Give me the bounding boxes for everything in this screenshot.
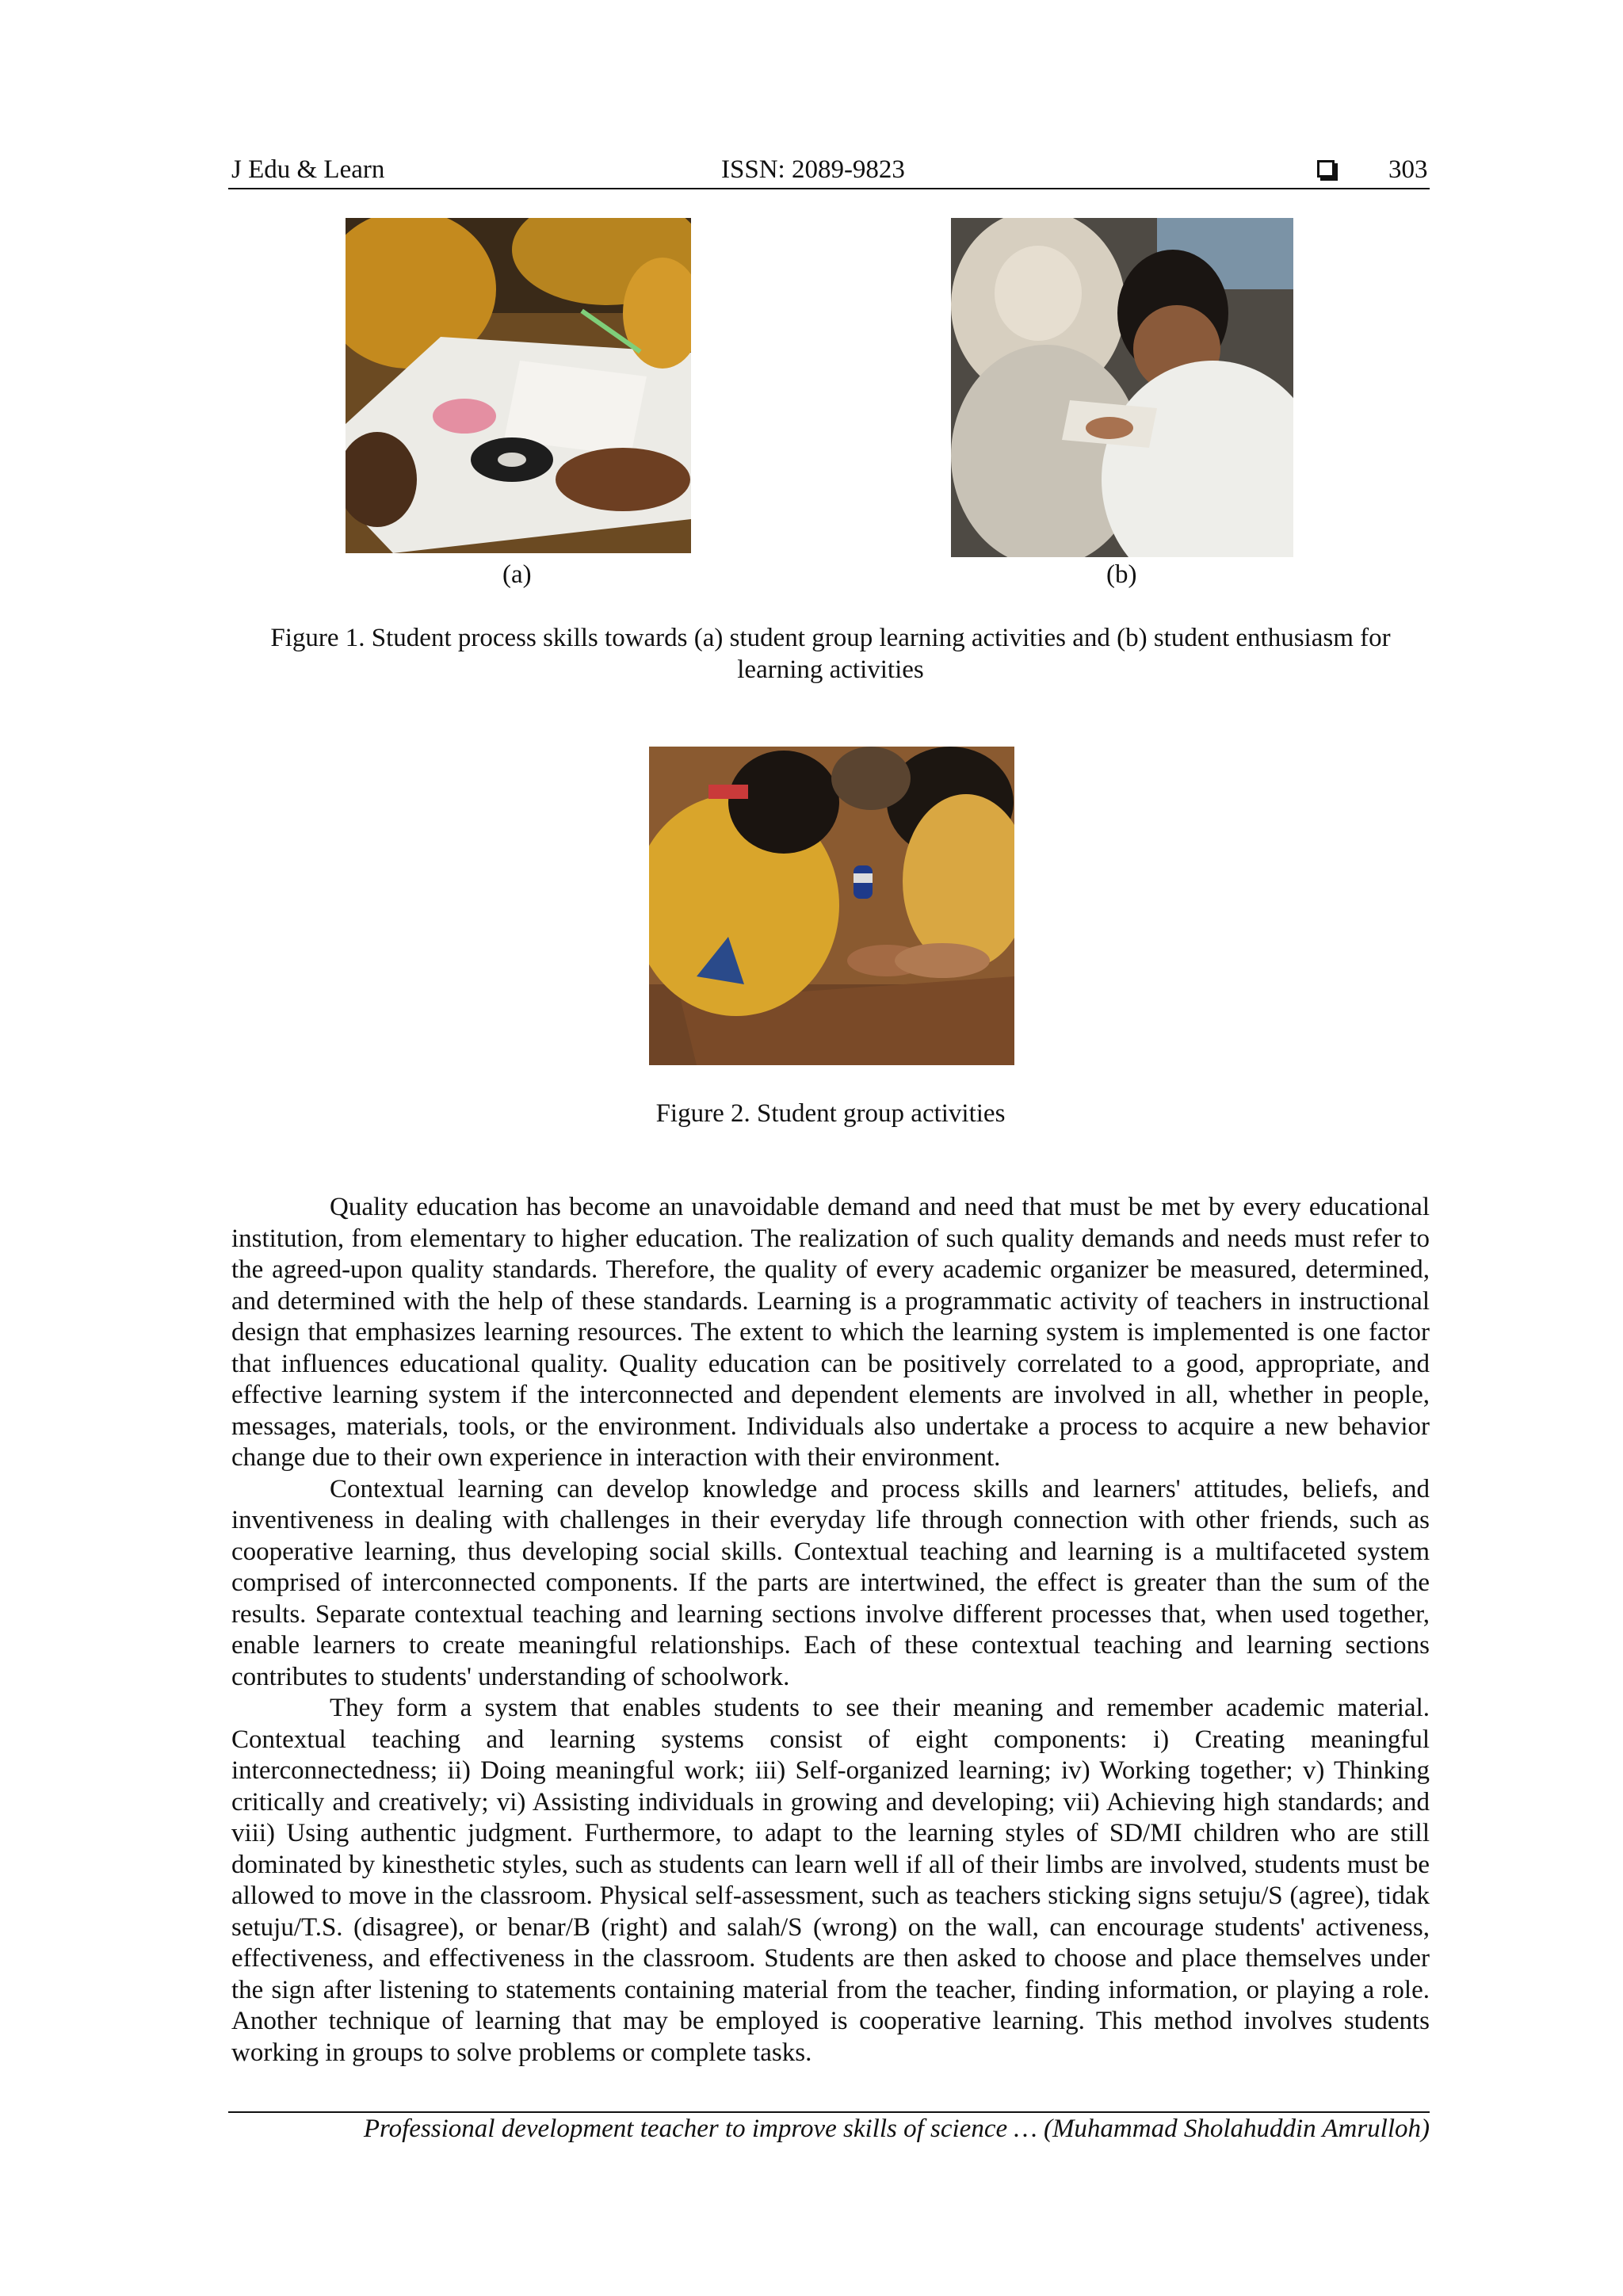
running-title: Professional development teacher to improve skills of science … (Muhammad Sholahuddin Amrulloh) — [363, 2115, 1430, 2143]
footer-rule — [228, 2111, 1430, 2113]
figure1a-label: (a) — [502, 560, 532, 589]
body-text — [231, 1192, 1430, 2069]
header-rule — [228, 188, 1430, 189]
figure1-caption: Figure 1. Student process skills towards (a) student group learning activities and (b) student enthusiasm for learning activities — [270, 624, 1391, 684]
journal-name: J Edu & Learn — [231, 155, 385, 184]
figure1a-photo — [346, 218, 691, 553]
figure1b-photo — [951, 218, 1293, 557]
figure1b-label: (b) — [1106, 560, 1137, 589]
issn: ISSN: 2089-9823 — [721, 155, 905, 184]
page-number: 303 — [1388, 155, 1428, 184]
page-marker-icon — [1317, 160, 1335, 178]
paragraph-3: They form a system that enables students to see their meaning and remember academic material. Contextual teaching and learning systems consist of eight components: i) Creating meaningful interconnectedness; ii) Doing meaningful work; iii) Self-organized learning; iv) Working together; v) Thinking critically and creatively; vi) Assisting individuals in growing and developing; vii) Achieving high standards; and viii) Using authentic judgment. Furthermore, to adapt to the learning styles of SD/MI children who are still dominated by kinesthetic styles, such as students can learn well if all of their limbs are involved, students must be allowed to move in the classroom. Physical self-assessment, such as teachers sticking signs setuju/S (agree), tidak setuju/T.S. (disagree), or benar/B (right) and salah/S (wrong) on the wall, can encourage students' activeness, effectiveness, and effectiveness in the classroom. Students are then asked to choose and place themselves under the sign after listening to statements containing material from the teacher, finding information, or playing a role. Another technique of learning that may be employed is cooperative learning. This method involves students working in groups to solve problems or complete tasks. — [231, 1694, 1430, 2067]
paragraph-1: Quality education has become an unavoidable demand and need that must be met by every educational institution, from elementary to higher education. The realization of such quality demands and needs must refer to the agreed-upon quality standards. Therefore, the quality of every academic organizer be measured, determined, and determined with the help of these standards. Learning is a programmatic activity of teachers in instructional design that emphasizes learning resources. The extent to which the learning system is implemented is one factor that influences educational quality. Quality education can be positively correlated to a good, appropriate, and effective learning system if the interconnected and dependent elements are involved in all, whether in people, messages, materials, tools, or the environment. Individuals also undertake a process to acquire a new behavior change due to their own experience in interaction with their environment. — [231, 1193, 1430, 1472]
paragraph-2: Contextual learning can develop knowledge and process skills and learners' attitudes, beliefs, and inventiveness in dealing with challenges in their everyday life through connection with other friends, such as cooperative learning, thus developing social skills. Contextual teaching and learning is a multifaceted system comprised of interconnected components. If the parts are intertwined, the effect is greater than the sum of the results. Separate contextual teaching and learning sections involve different processes that, when used together, enable learners to create meaningful relationships. Each of these contextual teaching and learning sections contributes to students' understanding of schoolwork. — [231, 1474, 1430, 1691]
figure2-photo — [649, 747, 1014, 1065]
figure2-caption: Figure 2. Student group activities — [655, 1099, 1006, 1128]
